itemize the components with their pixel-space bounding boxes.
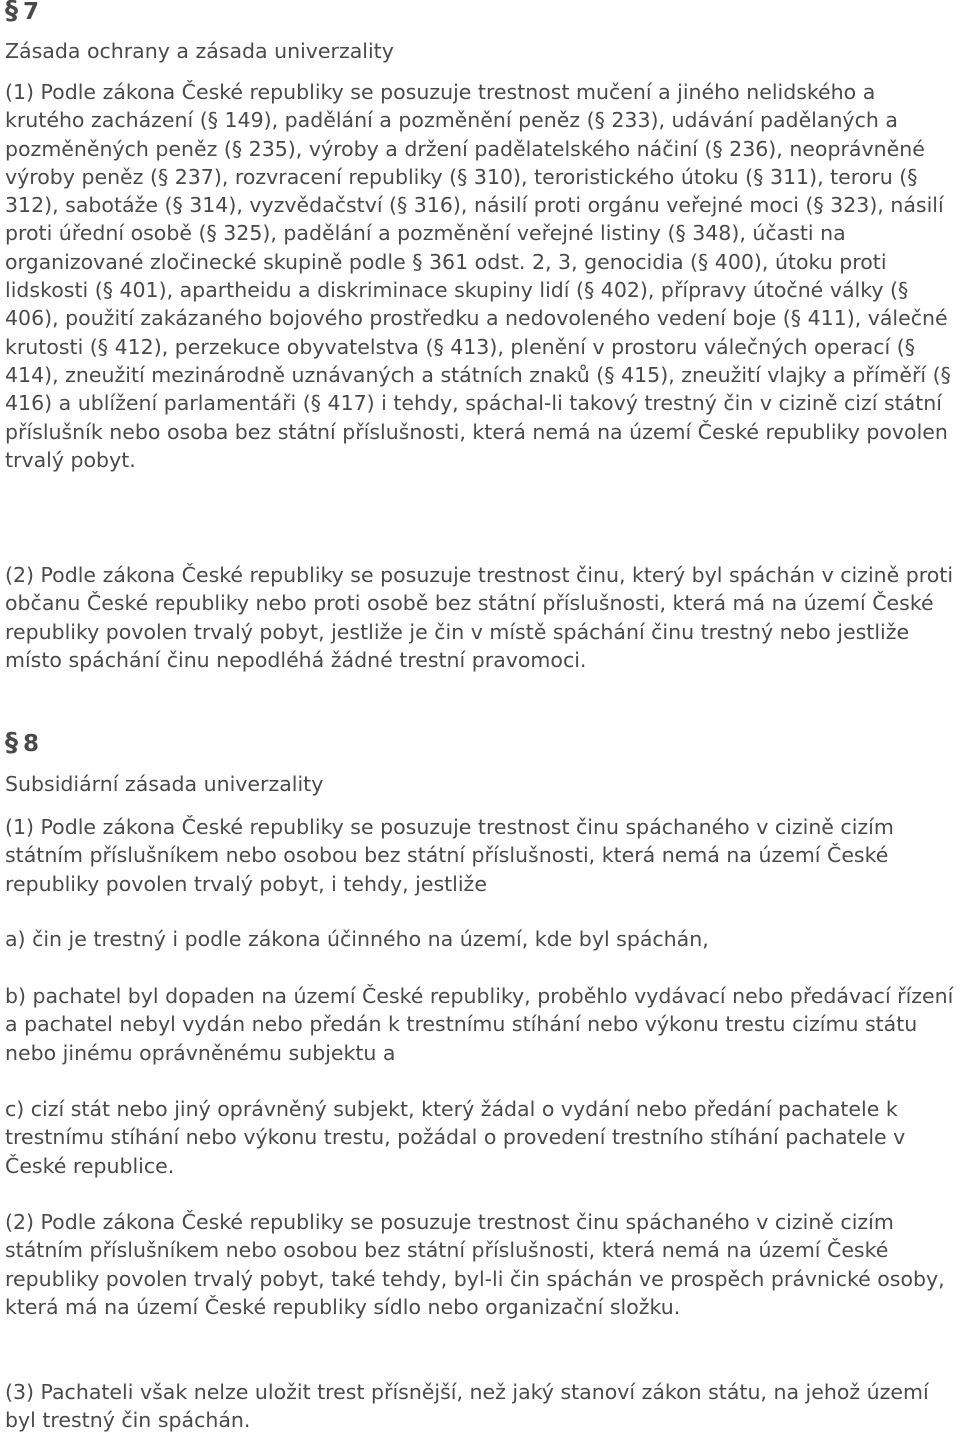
section-7-paragraph-2: (2) Podle zákona České republiky se posuzuje trestnost činu, který byl spáchán v cizině proti občanu České republiky nebo proti osobě bez státní příslušnosti, která má na území České republiky povolen trvalý pobyt, jestliže je čin v místě spáchání činu trestný nebo jestliže místo spáchání činu nepodléhá žádné trestní pravomoci. <box>5 563 954 672</box>
section-8-item-a: a) čin je trestný i podle zákona účinného na území, kde byl spáchán, <box>5 927 709 951</box>
section-7-heading <box>5 0 39 27</box>
section-number: 7 <box>23 0 40 25</box>
section-number: 8 <box>23 731 40 757</box>
section-7-paragraph-1: (1) Podle zákona České republiky se posuzuje trestnost mučení a jiného nelidského a krutého zacházení (§ 149), padělání a pozměnění peněz (§ 233), udávání padělaných a pozměněných peněz (§ 235), výroby a držení padělatelského náčiní (§ 236), neoprávněné výroby peněz (§ 237), rozvracení republiky (§ 310), teroristického útoku (§ 311), teroru (§ 312), sabotáže (§ 314), vyzvědačství (§ 316), násilí proti orgánu veřejné moci (§ 323), násilí proti úřední osobě (§ 325), padělání a pozměnění veřejné listiny (§ 348), účasti na organizované zločinecké skupině podle § 361 odst. 2, 3, genocidia (§ 400), útoku proti lidskosti (§ 401), apartheidu a diskriminace skupiny lidí (§ 402), přípravy útočné války (§ 406), použití zakázaného bojového prostředku a nedovoleného vedení boje (§ 411), válečné krutosti (§ 412), perzekuce obyvatelstva (§ 413), plenění v prostoru válečných operací (§ 414), zneužití mezinárodně uznávaných a státních znaků (§ 415), zneužití vlajky a příměří (§ 416) a ublížení parlamentáři (§ 417) i tehdy, spáchal-li takový trestný čin v cizině cizí státní příslušník nebo osoba bez státní příslušnosti, která nemá na území České republiky povolen trvalý pobyt. <box>5 80 951 472</box>
section-8-paragraph-2: (2) Podle zákona České republiky se posuzuje trestnost činu spáchaného v cizině cizím státním příslušníkem nebo osobou bez státní příslušnosti, která nemá na území České republiky povolen trvalý pobyt, také tehdy, byl-li čin spáchán ve prospěch právnické osoby, která má na území České republiky sídlo nebo organizační složku. <box>5 1210 945 1319</box>
section-8-heading <box>5 728 39 759</box>
section-8-item-c: c) cizí stát nebo jiný oprávněný subjekt, který žádal o vydání nebo předání pachatele k trestnímu stíhání nebo výkonu trestu, požádal o provedení trestního stíhání pachatele v České republice. <box>5 1097 906 1178</box>
section-7-title: Zásada ochrany a zásada univerzality <box>5 39 394 63</box>
section-8-paragraph-3: (3) Pachateli však nelze uložit trest přísnější, než jaký stanoví zákon státu, na jehož území byl trestný čin spáchán. <box>5 1380 929 1433</box>
section-8-paragraph-1: (1) Podle zákona České republiky se posuzuje trestnost činu spáchaného v cizině cizím státním příslušníkem nebo osobou bez státní příslušnosti, která nemá na území České republiky povolen trvalý pobyt, i tehdy, jestliže <box>5 815 894 896</box>
section-sign-icon: § <box>5 728 18 758</box>
section-8-title: Subsidiární zásada univerzality <box>5 772 324 796</box>
section-8-item-b: b) pachatel byl dopaden na území České republiky, proběhlo vydávací nebo předávací řízení a pachatel nebyl vydán nebo předán k trestnímu stíhání nebo výkonu trestu cizímu státu nebo jinému oprávněnému subjektu a <box>5 984 954 1065</box>
section-sign-icon: § <box>5 0 18 26</box>
